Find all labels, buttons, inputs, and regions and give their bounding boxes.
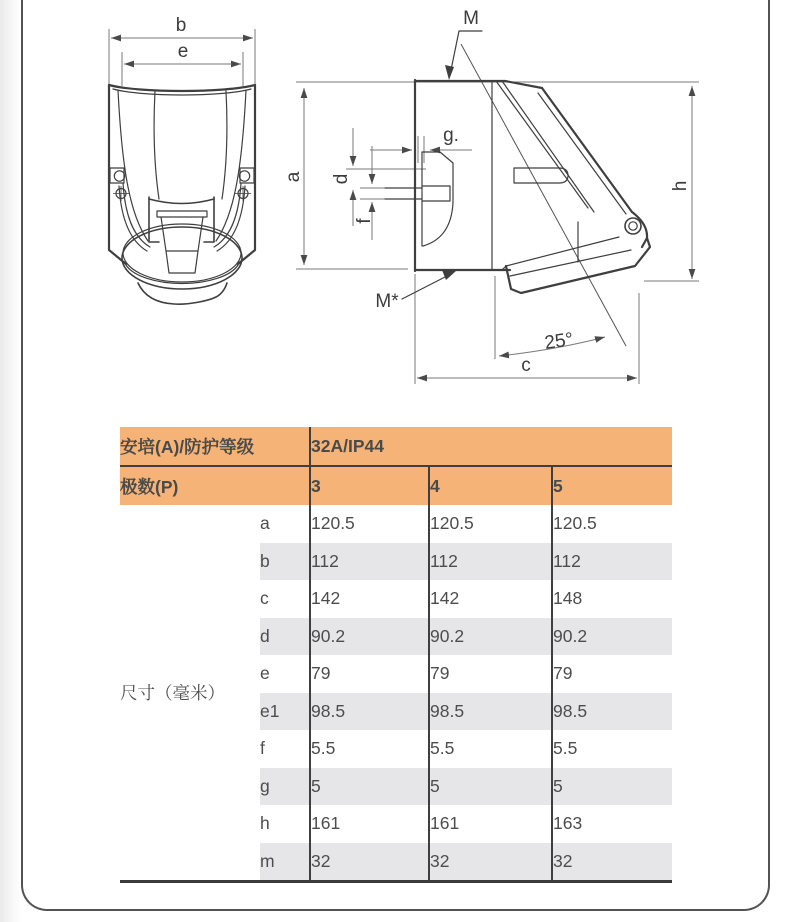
leader-arrow-m bbox=[445, 65, 454, 80]
dim-value: 142 bbox=[429, 580, 552, 618]
dim-value: 120.5 bbox=[429, 505, 552, 543]
dim-label-a: a bbox=[283, 171, 304, 183]
front-view bbox=[109, 15, 255, 304]
dim-value: 79 bbox=[429, 655, 552, 693]
dim-row-label: e1 bbox=[260, 693, 310, 731]
dim-value: 5.5 bbox=[552, 730, 672, 768]
leader-label-m-star: M* bbox=[375, 291, 399, 312]
dim-row-label: d bbox=[260, 618, 310, 656]
dim-label-g: g. bbox=[443, 125, 459, 146]
dim-value: 5 bbox=[552, 768, 672, 806]
dim-value: 90.2 bbox=[429, 618, 552, 656]
table-row bbox=[120, 505, 672, 543]
dim-value: 98.5 bbox=[552, 693, 672, 731]
dim-value: 32 bbox=[429, 843, 552, 882]
dim-row-label: f bbox=[260, 738, 265, 759]
amperage-header-value: 32A/IP44 bbox=[310, 427, 672, 466]
dim-value: 5.5 bbox=[310, 730, 429, 768]
dim-value: 112 bbox=[310, 543, 429, 581]
amperage-header-label: 安培(A)/防护等级 bbox=[120, 427, 310, 466]
spec-table bbox=[120, 427, 672, 883]
dim-row-label: h bbox=[260, 813, 270, 834]
dim-value: 79 bbox=[552, 655, 672, 693]
technical-drawing bbox=[23, 0, 768, 412]
side-view bbox=[283, 8, 699, 384]
dim-row-label: b bbox=[260, 543, 310, 581]
dim-value: 142 bbox=[310, 580, 429, 618]
pole-option-4: 4 bbox=[429, 466, 552, 505]
dim-row-label: g bbox=[260, 768, 310, 806]
product-spec-card bbox=[21, 0, 770, 911]
dim-row-label: e bbox=[260, 663, 270, 684]
dim-value: 148 bbox=[552, 580, 672, 618]
spec-table-section bbox=[120, 427, 768, 883]
dim-label-d: d bbox=[331, 173, 352, 185]
dim-value: 112 bbox=[552, 543, 672, 581]
dim-label-e: e bbox=[177, 41, 189, 62]
dim-value: 163 bbox=[552, 805, 672, 843]
leader-arrow-m-star bbox=[442, 270, 456, 280]
dim-value: 90.2 bbox=[552, 618, 672, 656]
dim-value: 5.5 bbox=[429, 730, 552, 768]
dim-value: 161 bbox=[310, 805, 429, 843]
dim-value: 120.5 bbox=[310, 505, 429, 543]
dim-value: 32 bbox=[310, 843, 429, 882]
angle-label: 25° bbox=[543, 329, 575, 354]
dim-row-label: a bbox=[260, 513, 270, 534]
poles-header-label: 极数(P) bbox=[120, 466, 310, 505]
dim-label-h: h bbox=[670, 180, 691, 192]
dim-value: 5 bbox=[310, 768, 429, 806]
dim-label-f: f bbox=[354, 218, 375, 224]
dim-value: 98.5 bbox=[310, 693, 429, 731]
leader-label-m: M bbox=[463, 8, 479, 29]
dim-label-b: b bbox=[175, 15, 187, 36]
dim-label-c: c bbox=[521, 355, 531, 376]
pole-option-3: 3 bbox=[310, 466, 429, 505]
unit-label: 尺寸（毫米） bbox=[120, 505, 260, 882]
dim-row-label: m bbox=[260, 843, 310, 882]
pole-option-5: 5 bbox=[552, 466, 672, 505]
dim-row-label: c bbox=[260, 588, 269, 609]
dim-value: 5 bbox=[429, 768, 552, 806]
dim-value: 98.5 bbox=[429, 693, 552, 731]
dim-value: 161 bbox=[429, 805, 552, 843]
dim-value: 79 bbox=[310, 655, 429, 693]
dim-value: 90.2 bbox=[310, 618, 429, 656]
dim-value: 32 bbox=[552, 843, 672, 882]
dim-value: 120.5 bbox=[552, 505, 672, 543]
dim-value: 112 bbox=[429, 543, 552, 581]
